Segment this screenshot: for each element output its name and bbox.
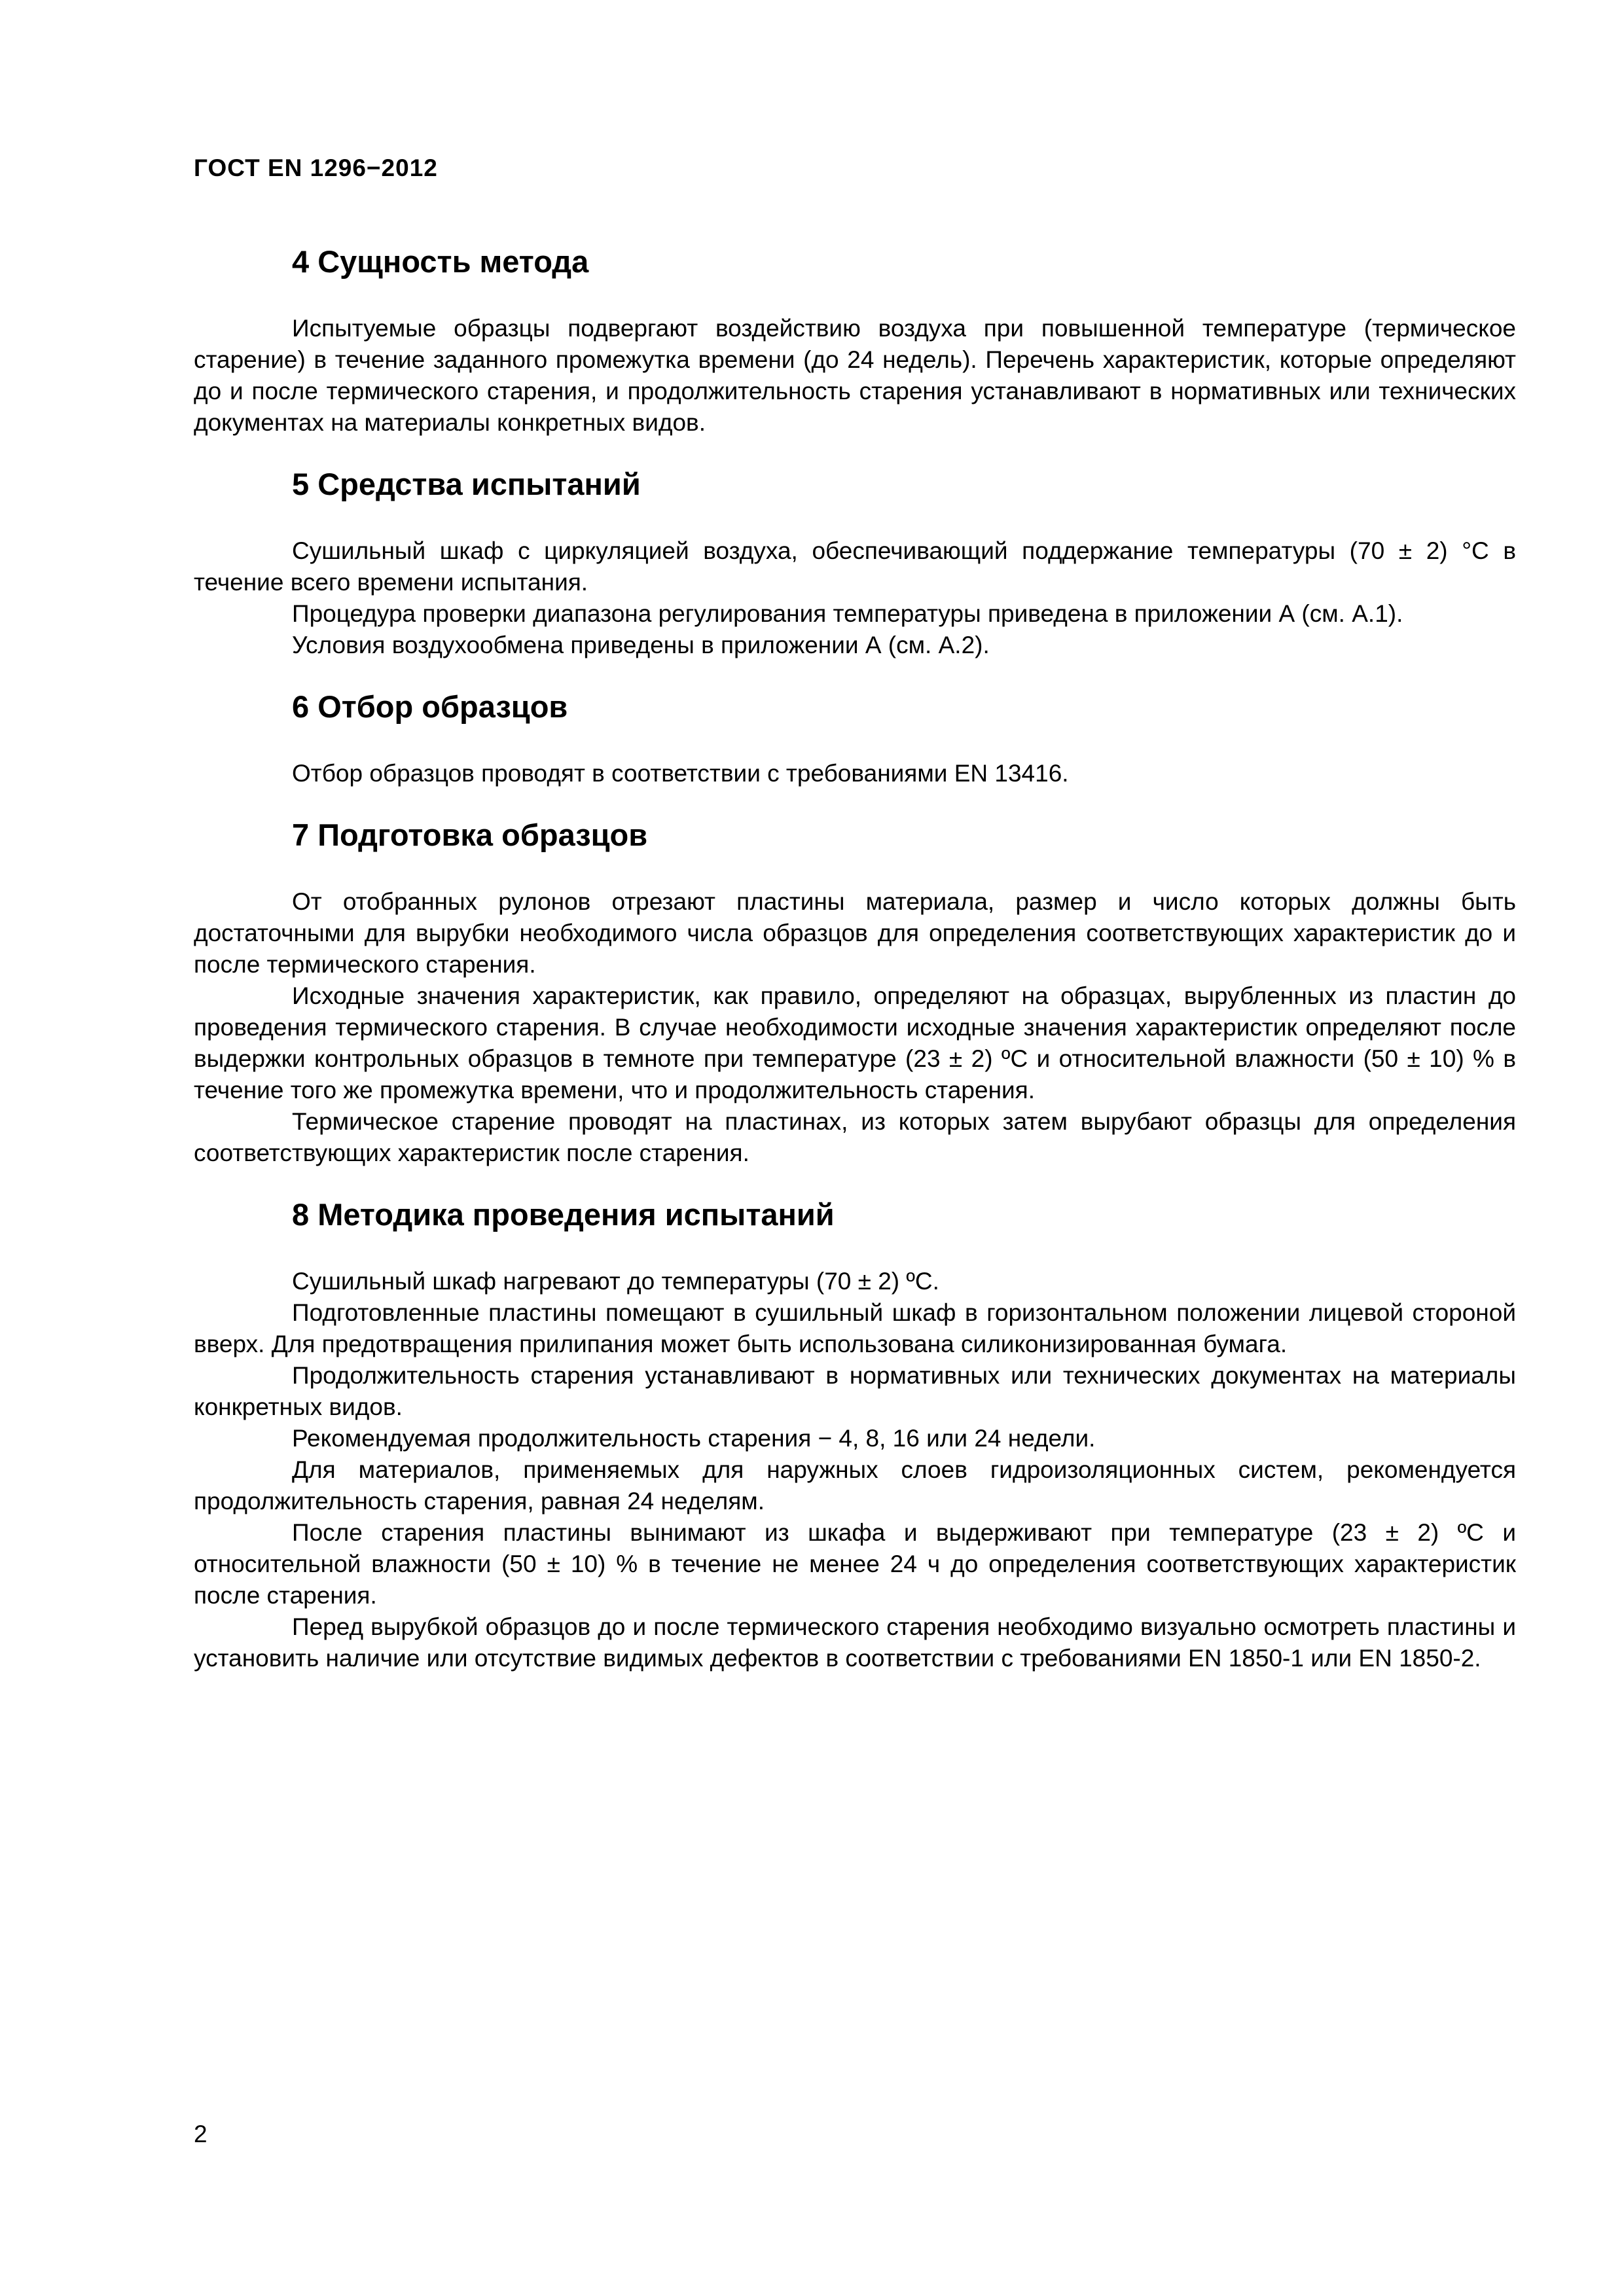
paragraph: Сушильный шкаф нагревают до температуры (70 ± 2) ºС. (292, 1268, 939, 1295)
paragraph: Сушильный шкаф с циркуляцией воздуха, обеспечивающий поддержание температуры (70 ± 2) °С в течение всего времени испытания. (194, 537, 1516, 596)
document-body (194, 242, 1516, 1674)
paragraph: Подготовленные пластины помещают в сушильный шкаф в горизонтальном положении лицевой стороной вверх. Для предотвращения прилипания может быть использована силиконизированная бумага. (194, 1299, 1516, 1357)
paragraph: Исходные значения характеристик, как правило, определяют на образцах, вырубленных из пластин до проведения термического старения. В случае необходимости исходные значения характеристик определяют после выдержки контрольных образцов в темноте при температуре (23 ± 2) ºС и относительной влажности (50 ± 10) % в течение того же промежутка времени, что и продолжительность старения. (194, 982, 1516, 1103)
section-title: 4 Сущность метода (292, 244, 589, 279)
page-number: 2 (194, 2121, 208, 2147)
paragraph: Испытуемые образцы подвергают воздействию воздуха при повышенной температуре (термическое старение) в течение заданного промежутка времени (до 24 недель). Перечень характеристик, которые определяют до и после термического старения, и продолжительность старения устанавливают в нормативных или технических документах на материалы конкретных видов. (194, 315, 1516, 436)
section-6 (194, 687, 1516, 789)
paragraph: Термическое старение проводят на пластинах, из которых затем вырубают образцы для определения соответствующих характеристик после старения. (194, 1108, 1516, 1166)
paragraph: Процедура проверки диапазона регулирования температуры приведена в приложении А (см. А.1). (292, 600, 1403, 627)
section-title: 5 Средства испытаний (292, 467, 641, 501)
paragraph: Перед вырубкой образцов до и после термического старения необходимо визуально осмотреть пластины и установить наличие или отсутствие видимых дефектов в соответствии с требованиями EN 1850-1 или EN 1850-2. (194, 1613, 1516, 1672)
section-8 (194, 1195, 1516, 1674)
section-7 (194, 816, 1516, 1169)
paragraph: От отобранных рулонов отрезают пластины материала, размер и число которых должны быть достаточными для вырубки необходимого числа образцов для определения соответствующих характеристик до и после термического старения. (194, 888, 1516, 978)
section-title: 6 Отбор образцов (292, 689, 568, 724)
document-header: ГОСТ EN 1296−2012 (194, 154, 438, 181)
paragraph: Условия воздухообмена приведены в приложении А (см. А.2). (292, 632, 990, 658)
section-title: 7 Подготовка образцов (292, 817, 648, 852)
section-5 (194, 465, 1516, 661)
paragraph: Для материалов, применяемых для наружных слоев гидроизоляционных систем, рекомендуется продолжительность старения, равная 24 неделям. (194, 1456, 1516, 1515)
section-title: 8 Методика проведения испытаний (292, 1197, 835, 1232)
paragraph: Продолжительность старения устанавливают в нормативных или технических документах на материалы конкретных видов. (194, 1362, 1516, 1420)
paragraph: Отбор образцов проводят в соответствии с требованиями EN 13416. (292, 760, 1069, 787)
section-4 (194, 242, 1516, 439)
paragraph: Рекомендуемая продолжительность старения − 4, 8, 16 или 24 недели. (292, 1425, 1096, 1452)
paragraph: После старения пластины вынимают из шкафа и выдерживают при температуре (23 ± 2) ºС и относительной влажности (50 ± 10) % в течение не менее 24 ч до определения соответствующих характеристик после старения. (194, 1519, 1516, 1609)
